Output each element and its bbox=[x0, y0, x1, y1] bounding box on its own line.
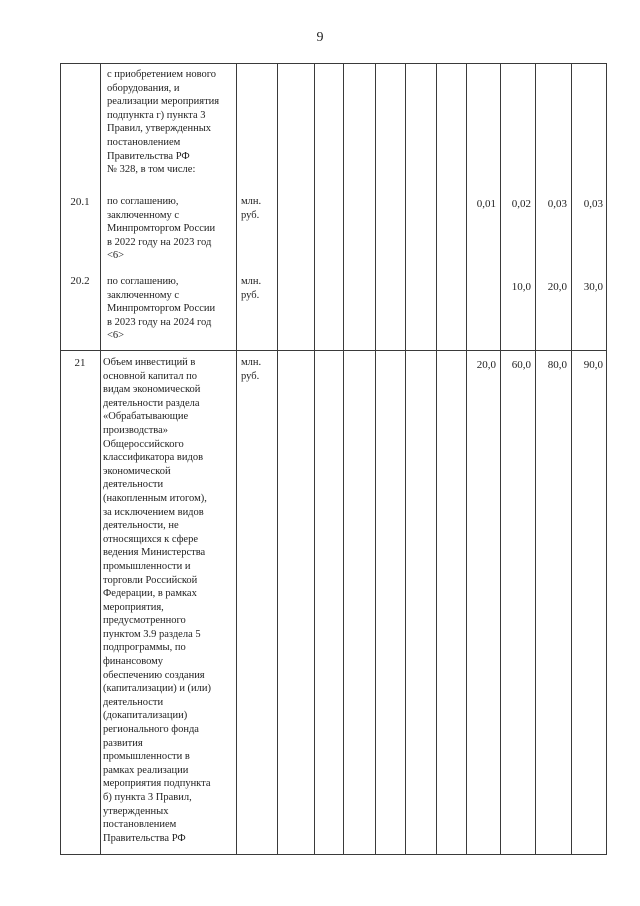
value-cell: 80,0 bbox=[547, 359, 567, 371]
column-divider bbox=[405, 63, 406, 855]
column-divider bbox=[466, 63, 467, 855]
indicator-name: по соглашению, заключенному с Минпромторгом России в 2022 году на 2023 год <6> bbox=[107, 196, 216, 262]
column-divider bbox=[375, 63, 376, 855]
row-number: 20.2 bbox=[70, 275, 90, 287]
column-divider bbox=[343, 63, 344, 855]
value-cell: 20,0 bbox=[476, 359, 496, 371]
row-number: 20.1 bbox=[70, 196, 90, 208]
value-cell: 10,0 bbox=[511, 281, 531, 293]
value-cell: 60,0 bbox=[511, 359, 531, 371]
table-border-left bbox=[60, 63, 61, 855]
unit-label: млн. руб. bbox=[241, 276, 262, 301]
unit-label: млн. руб. bbox=[241, 196, 262, 221]
column-divider bbox=[571, 63, 572, 855]
column-divider bbox=[500, 63, 501, 855]
column-divider bbox=[100, 63, 101, 855]
value-cell: 30,0 bbox=[583, 281, 603, 293]
row-number: 21 bbox=[74, 357, 86, 369]
table-border-top bbox=[60, 63, 607, 64]
unit-label: млн. руб. bbox=[241, 357, 262, 382]
column-divider bbox=[436, 63, 437, 855]
value-cell: 20,0 bbox=[547, 281, 567, 293]
value-cell: 0,01 bbox=[476, 198, 496, 210]
table-border-bottom bbox=[60, 854, 607, 855]
row-divider bbox=[60, 350, 607, 351]
value-cell: 90,0 bbox=[583, 359, 603, 371]
indicator-name: Объем инвестиций в основной капитал по видам экономической деятельности раздела «Обрабатывающие производства» Общероссийского классификатора видов экономической деятельности (накопленным итогом), за исключением видов деятельности, не относящихся к сфере ведения Министерства промышленности и торговли Российской Федерации, в рамках мероприятия, предусмотренного пунктом 3.9 раздела 5 подпрограммы, по финансовому обеспечению создания (капитализации) и (или) деятельности (докапитализации) регионального фонда развития промышленности в рамках реализации мероприятия подпункта б) пункта 3 Правил, утвержденных постановлением Правительства РФ bbox=[103, 357, 212, 844]
column-divider bbox=[535, 63, 536, 855]
column-divider bbox=[277, 63, 278, 855]
value-cell: 0,03 bbox=[583, 198, 603, 210]
column-divider bbox=[236, 63, 237, 855]
table-border-right bbox=[606, 63, 607, 855]
indicator-name: с приобретением нового оборудования, и реализации мероприятия подпункта г) пункта 3 Правил, утвержденных постановлением Правительства РФ № 328, в том числе: bbox=[107, 69, 220, 176]
value-cell: 0,03 bbox=[547, 198, 567, 210]
page-number: 9 bbox=[316, 30, 324, 45]
indicator-name: по соглашению, заключенному с Минпромторгом России в 2023 году на 2024 год <6> bbox=[107, 276, 216, 342]
value-cell: 0,02 bbox=[511, 198, 531, 210]
column-divider bbox=[314, 63, 315, 855]
